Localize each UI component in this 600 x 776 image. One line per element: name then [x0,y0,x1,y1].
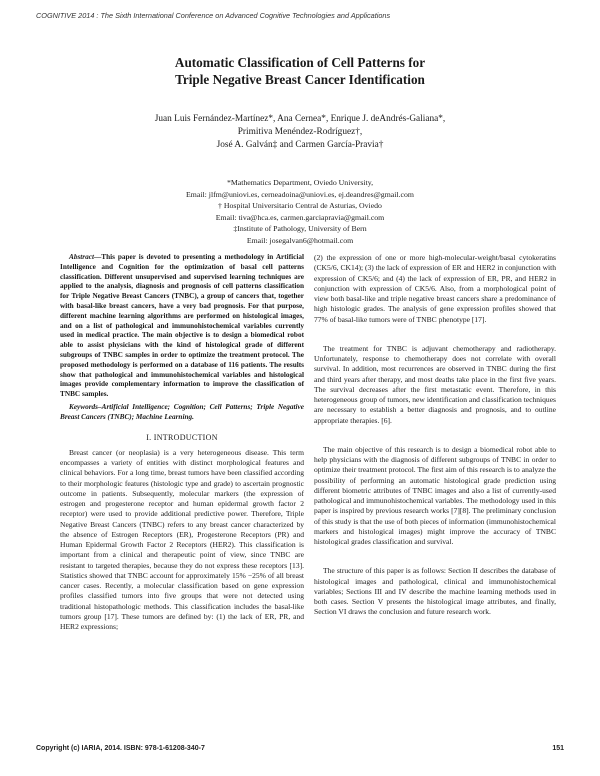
keywords: Keywords–Artificial Intelligence; Cognition; Cell Patterns; Triple Negative Breast Cancers (TNBC); Machine Learning. [60,402,304,421]
paper-title [0,54,600,88]
copyright-isbn: Copyright (c) IARIA, 2014. ISBN: 978-1-61208-340-7 [36,745,205,752]
abstract-body: —This paper is devoted to presenting a methodology in Artificial Intelligence and Cognition for the optimization of basal cell patterns classification. Different unsupervised and supervised learning techniques are applied to the analysis, diagnosis and prognosis of cell patterns classification for Triple Negative Breast Cancers (TNBC), a group of cancers that, together with basal-like breast cancers, have a very bad prognosis. For that purpose, different machine learning algorithms are performed on histological images, and on a list of pathological and immunohistochemical variables currently used in medical practice. The main objective is to design a biomedical robot able to assist physicians with the kind of histological grade of different subgroups of TNBC samples in order to optimize the treatment protocol. The proposed methodology is performed on a database of 116 patients. The results show that pathological and immunohistochemical variables and histological images provide complementary information to improve the classification of TNBC samples. [60,253,304,399]
body-paragraph: The main objective of this research is to design a biomedical robot able to help physicians with the diagnosis of different subgroups of TNBC in order to optimize their treatment protocol. The first aim of this research is to analyze the possibility of performing an automatic histological grade prediction using different biometric attributes of TNBC images and also a list of currently-used pathological and immunohistochemical variables. The methodology used in this paper is inspired by previous research works [7][8]. The preliminary conclusion of this study is that the use of both pieces of information (immunohistochemical markers and histological images) might improve the accuracy of TNBC histological grades classification and survival. [314,444,556,546]
body-paragraph: The structure of this paper is as follows: Section II describes the database of histological images and pathological, clinical and immunohistochemical variables; Sections III and IV describe the machine learning methods used in both cases. Section V presents the histological image attributes, and finally, Section VI draws the conclusion and future research work. [314,566,556,617]
author-line: Primitiva Menéndez-Rodríguez†, [237,126,363,137]
author-list [0,113,600,151]
page-footer [36,745,564,752]
affiliation-email: Email: tiva@hca.es, carmen.garciapravia@gmail.com [215,212,385,222]
author-line: José A. Galván‡ and Carmen García-Pravia† [216,139,384,150]
abstract [60,253,304,400]
affiliation-line: ‡Institute of Pathology, University of Bern [233,224,367,234]
running-header: COGNITIVE 2014 : The Sixth International Conference on Advanced Cognitive Technologies and Applications [36,11,391,20]
abstract-lead: Abstract [69,253,94,261]
affiliation-email: Email: jlfm@uniovi.es, cerneadoina@uniovi.es, ej.deandres@gmail.com [186,189,414,199]
left-column [60,253,304,632]
title-line-2: Triple Negative Breast Cancer Identification [175,72,425,87]
affiliation-email: Email: josegalvan6@hotmail.com [246,235,354,245]
affiliation-line: *Mathematics Department, Oviedo University, [226,178,374,187]
title-line-1: Automatic Classification of Cell Patterns for [174,55,426,70]
section-heading-introduction: I. INTRODUCTION [146,432,218,442]
affiliation-line: † Hospital Universitario Central de Asturias, Oviedo [218,201,382,211]
affiliations [0,177,600,247]
intro-paragraph: Breast cancer (or neoplasia) is a very heterogeneous disease. This term encompasses a variety of entities with distinct morphological features and clinical behaviors. For a long time, breast tumors have been classified according to their morphologic features (histologic type and grade) to ascertain prognostic outcome in patients. Subsequently, molecular markers (the expression of estrogen and progesterone receptor and human epidermal growth factor 2 receptor) were used to provide additional predictive power. Therefore, Triple Negative Breast Cancers (TNBC) refers to any breast cancer characterized by the absence of Estrogen Receptors (ER), Progesterone Receptors (PR) and Human Epidermal Growth Factor 2 Receptors (HER2). This classification is important from a clinical and therapeutic point of view, since TNBC are resistant to targeted therapies, because they do not express these receptors [13]. Statistics showed that TNBC account for approximately 15% −25% of all breast cancer cases. Recently, a molecular classification based on gene expression profiles classified tumors into five groups that were not detected using traditional histopathologic methods. This classification includes the basal-like tumors group [17]. These tumors are defined by: (1) the lack of ER, PR, and HER2 expressions; [60,447,304,632]
page-number: 151 [552,745,564,752]
body-paragraph: The treatment for TNBC is adjuvant chemotherapy and radiotherapy. Unfortunately, response to chemotherapy does not correlate with overall survival. In addition, most recurrences are observed in TNBC during the first and third years after therapy, and most deaths take place in the first five years. The survival decreases after the first metastatic event. Therefore, in this heterogeneous group of tumors, new identification and classification techniques are necessary to establish a better diagnosis and prognosis, and to outline appropriate therapies. [6]. [314,343,556,425]
body-paragraph: (2) the expression of one or more high-molecular-weight/basal cytokeratins (CK5/6, CK14); (3) the lack of expression of ER and HER2 in conjunction with expression of CK5/6; and (4) the lack of expression of ER, PR, and HER2 in conjunction with expression of CK5/6. Also, from a morphological point of view both basal-like and triple negative breast cancers share a predominance of high histologic grades. The analysis of gene expression profiles showed that 77% of basal-like tumors were of TNBC phenotype [17]. [314,253,556,324]
author-line: Juan Luis Fernández-Martínez*, Ana Cernea*, Enrique J. deAndrés-Galiana*, [154,114,446,124]
right-column [314,253,556,618]
